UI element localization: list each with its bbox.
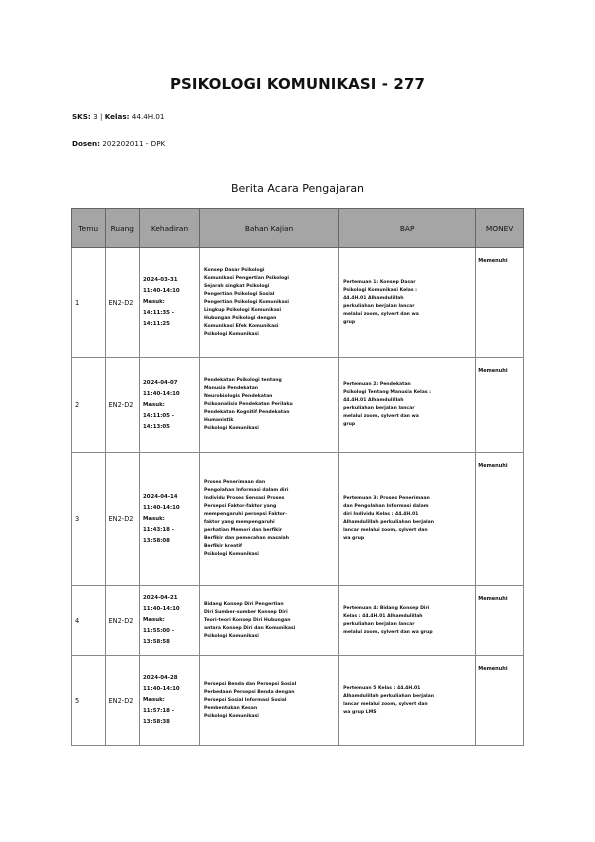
monev-status: Memenuhi xyxy=(478,258,508,264)
bahan-line: Berfikir kreatif xyxy=(203,544,243,549)
bahan-line: Komunikasi Pengertian Psikologi xyxy=(203,275,290,281)
kehadiran-line: 14:11:35 - xyxy=(143,310,174,316)
header-bahan-kajian: Bahan Kajian xyxy=(199,209,338,248)
cell-kehadiran xyxy=(140,248,200,358)
temu-value: 2 xyxy=(75,401,80,409)
bap-line: Psikologi Komunikasi Kelas : xyxy=(343,287,418,293)
kehadiran-line: Masuk: xyxy=(143,617,165,623)
kehadiran-line: 11:55:00 - xyxy=(143,628,174,634)
temu-value: 4 xyxy=(75,616,80,625)
bahan-line: Bidang Konsep Diri Pengertian xyxy=(203,601,284,607)
bap-line: 44.4H.01 Alhamdulillah xyxy=(343,295,404,301)
bap-line: Pertemuan 4: Bidang Konsep Diri xyxy=(343,605,430,611)
bahan-line: Pengolahan Informasi dalam diri xyxy=(203,488,289,493)
course-meta-line xyxy=(72,112,165,121)
bahan-line: Pembentukan Kesan xyxy=(203,705,258,711)
bap-line: 44.4H.01 Alhamdulillah xyxy=(343,398,404,403)
monev-status: Memenuhi xyxy=(478,596,508,602)
kelas-value: 44.4H.01 xyxy=(131,112,165,121)
kehadiran-line: Masuk: xyxy=(143,515,165,522)
bap-line: Pertemuan 2: Pendekatan xyxy=(343,382,411,387)
kehadiran-line: 11:40-14:10 xyxy=(143,390,180,397)
bahan-line: Komunikasi Efek Komunikasi xyxy=(203,323,279,329)
bap-line: Kelas : 44.4H.01 Alhamdulillah xyxy=(343,613,423,619)
bahan-line: Persepsi Faktor-faktor yang xyxy=(203,504,277,509)
bap-line: diri Individu Kelas : 44.4H.01 xyxy=(343,512,419,517)
cell-ruang xyxy=(105,453,140,586)
bap-line: Alhamdulillah perkuliahan berjalan xyxy=(343,520,434,525)
bahan-line: antara Konsep Diri dan Komunikasi xyxy=(203,625,296,631)
dosen-line xyxy=(72,139,165,148)
cell-kehadiran xyxy=(140,586,200,656)
kehadiran-line: 11:40-14:10 xyxy=(143,686,180,692)
bahan-line: Pengertian Psikologi Komunikasi xyxy=(203,299,290,305)
monev-status: Memenuhi xyxy=(478,463,508,469)
bahan-line: Sejarah singkat Psikologi xyxy=(203,283,270,289)
dosen-value: 202202011 - DPK xyxy=(102,139,166,148)
table-row xyxy=(72,453,524,586)
sks-label: SKS: xyxy=(72,112,91,121)
bahan-line: Pendekatan Psikologi tentang xyxy=(203,378,282,383)
ruang-value: EN2-D2 xyxy=(108,298,134,307)
bap-line: lancar melalui zoom, sylvert dan xyxy=(343,701,428,707)
cell-monev xyxy=(476,656,524,746)
bahan-line: Individu Proses Sensasi Proses xyxy=(203,496,285,501)
section-title: Berita Acara Pengajaran xyxy=(230,182,365,195)
kehadiran-line: Masuk: xyxy=(143,401,165,408)
bap-line: melalui zoom, sylvert dan wa xyxy=(343,311,419,317)
cell-bahan-kajian xyxy=(199,586,338,656)
table-row xyxy=(72,248,524,358)
cell-ruang xyxy=(105,586,140,656)
bap-line: Pertemuan 1: Konsep Dasar xyxy=(343,279,416,285)
cell-kehadiran xyxy=(140,656,200,746)
cell-temu xyxy=(72,248,106,358)
header-temu: Temu xyxy=(72,209,106,248)
bap-line: Pertemuan 3: Proses Penerimaan xyxy=(343,496,430,501)
kehadiran-line: 11:43:18 - xyxy=(143,526,174,533)
ruang-value: EN2-D2 xyxy=(108,616,134,625)
bap-line: wa grup xyxy=(343,536,365,541)
bahan-line: Persepsi Sosial Informasi Sosial xyxy=(203,697,287,703)
bahan-line: Diri Sumber-sumber Konsep Diri xyxy=(203,609,288,615)
monev-status: Memenuhi xyxy=(478,666,508,672)
kehadiran-line: 2024-04-21 xyxy=(143,595,178,601)
kelas-label: Kelas: xyxy=(104,112,130,121)
cell-temu xyxy=(72,453,106,586)
bap-line: perkuliahan berjalan lancar xyxy=(343,406,415,411)
table-header-row xyxy=(72,209,524,248)
bahan-line: perhatian Memori dan berfikir xyxy=(203,528,283,533)
header-bap: BAP xyxy=(339,209,476,248)
bahan-line: mempengaruhi persepsi Faktor- xyxy=(203,512,287,517)
cell-ruang xyxy=(105,248,140,358)
cell-bap xyxy=(339,248,476,358)
bahan-line: Psikologi Komunikasi xyxy=(203,713,259,719)
bahan-line: faktor yang mempengaruhi xyxy=(203,520,275,525)
cell-monev xyxy=(476,248,524,358)
kehadiran-line: 14:11:25 xyxy=(143,321,170,327)
cell-bap xyxy=(339,656,476,746)
header-kehadiran: Kehadiran xyxy=(140,209,200,248)
cell-bahan-kajian xyxy=(199,453,338,586)
bahan-line: Pengertian Psikologi Sosial xyxy=(203,291,275,297)
kehadiran-line: 11:40-14:10 xyxy=(143,606,180,612)
table-row xyxy=(72,656,524,746)
cell-monev xyxy=(476,586,524,656)
table-body xyxy=(72,248,524,746)
bap-line: perkuliahan berjalan lancar xyxy=(343,621,415,627)
cell-kehadiran xyxy=(140,453,200,586)
table-row xyxy=(72,358,524,453)
monev-status: Memenuhi xyxy=(478,368,508,374)
bahan-line: Manusia Pendekatan xyxy=(203,386,259,391)
bap-line: Alhamdulillah perkuliahan berjalan xyxy=(343,693,434,699)
cell-ruang xyxy=(105,358,140,453)
temu-value: 3 xyxy=(75,515,80,523)
bap-line: grup xyxy=(343,422,356,427)
meta-separator: | xyxy=(99,112,103,121)
header-ruang: Ruang xyxy=(105,209,140,248)
bahan-line: Persepsi Benda dan Persepsi Sosial xyxy=(203,681,297,687)
bahan-line: Konsep Dasar Psikologi xyxy=(203,267,265,273)
bahan-line: Psikologi Komunikasi xyxy=(203,331,259,337)
cell-bap xyxy=(339,586,476,656)
bahan-line: Proses Penerimaan dan xyxy=(203,480,266,485)
kehadiran-line: 2024-04-28 xyxy=(143,675,178,681)
bap-line: lancar melalui zoom, sylvert dan xyxy=(343,528,428,533)
cell-monev xyxy=(476,358,524,453)
cell-temu xyxy=(72,358,106,453)
berita-acara-table xyxy=(71,208,524,746)
cell-temu xyxy=(72,586,106,656)
bahan-line: Psikoanalisis Pendekatan Perilaku xyxy=(203,402,293,407)
bahan-line: Perbedaan Persepsi Benda dengan xyxy=(203,689,295,695)
cell-bahan-kajian xyxy=(199,656,338,746)
bap-line: Psikologi Tentang Manusia Kelas : xyxy=(343,390,432,395)
ruang-value: EN2-D2 xyxy=(108,401,134,409)
bap-line: perkuliahan berjalan lancar xyxy=(343,303,415,309)
bahan-line: Berfikir dan pemecahan masalah xyxy=(203,536,290,541)
kehadiran-line: 2024-03-31 xyxy=(143,277,178,283)
kehadiran-line: 14:13:05 xyxy=(143,423,170,430)
ruang-value: EN2-D2 xyxy=(108,696,134,705)
kehadiran-line: 13:58:38 xyxy=(143,719,170,725)
kehadiran-line: Masuk: xyxy=(143,697,165,703)
cell-temu xyxy=(72,656,106,746)
bahan-line: Psikologi Komunikasi xyxy=(203,426,259,431)
bahan-line: Lingkup Psikologi Komunikasi xyxy=(203,307,282,313)
bap-line: grup xyxy=(343,319,356,325)
cell-bahan-kajian xyxy=(199,358,338,453)
bap-line: Pertemuan 5 Kelas : 44.4H.01 xyxy=(343,685,421,691)
kehadiran-line: 11:57:18 - xyxy=(143,708,174,714)
bahan-line: Pendekatan Kognitif Pendekatan xyxy=(203,410,290,415)
dosen-label: Dosen: xyxy=(72,139,101,148)
bahan-line: Neurobiologis Pendekatan xyxy=(203,394,273,399)
sks-value: 3 xyxy=(93,112,98,121)
bahan-line: Psikologi Komunikasi xyxy=(203,633,259,639)
cell-monev xyxy=(476,453,524,586)
kehadiran-line: 11:40-14:10 xyxy=(143,504,180,511)
kehadiran-line: 11:40-14:10 xyxy=(143,288,180,294)
bap-line: wa grup LMS xyxy=(343,709,377,715)
cell-bap xyxy=(339,358,476,453)
ruang-value: EN2-D2 xyxy=(108,515,134,523)
kehadiran-line: 13:58:08 xyxy=(143,537,170,544)
temu-value: 5 xyxy=(75,696,80,705)
cell-ruang xyxy=(105,656,140,746)
bahan-line: Hubungan Psikologi dengan xyxy=(203,315,277,321)
bap-line: melalui zoom, sylvert dan wa grup xyxy=(343,629,433,635)
kehadiran-line: 2024-04-07 xyxy=(143,379,178,386)
bahan-line: Humanistik xyxy=(203,418,234,423)
temu-value: 1 xyxy=(75,298,80,307)
bap-line: melalui zoom, sylvert dan wa xyxy=(343,414,419,419)
header-monev: MONEV xyxy=(476,209,524,248)
bap-line: dan Pengolahan Informasi dalam xyxy=(343,504,429,509)
bahan-line: Psikologi Komunikasi xyxy=(203,552,259,557)
kehadiran-line: 13:58:58 xyxy=(143,639,170,645)
bahan-line: Teori-teori Konsep Diri Hubungan xyxy=(203,617,291,623)
kehadiran-line: 2024-04-14 xyxy=(143,493,178,500)
cell-bahan-kajian xyxy=(199,248,338,358)
table-row xyxy=(72,586,524,656)
cell-bap xyxy=(339,453,476,586)
kehadiran-line: Masuk: xyxy=(143,299,165,305)
kehadiran-line: 14:11:05 - xyxy=(143,412,174,419)
cell-kehadiran xyxy=(140,358,200,453)
document-title: PSIKOLOGI KOMUNIKASI - 277 xyxy=(169,75,426,93)
